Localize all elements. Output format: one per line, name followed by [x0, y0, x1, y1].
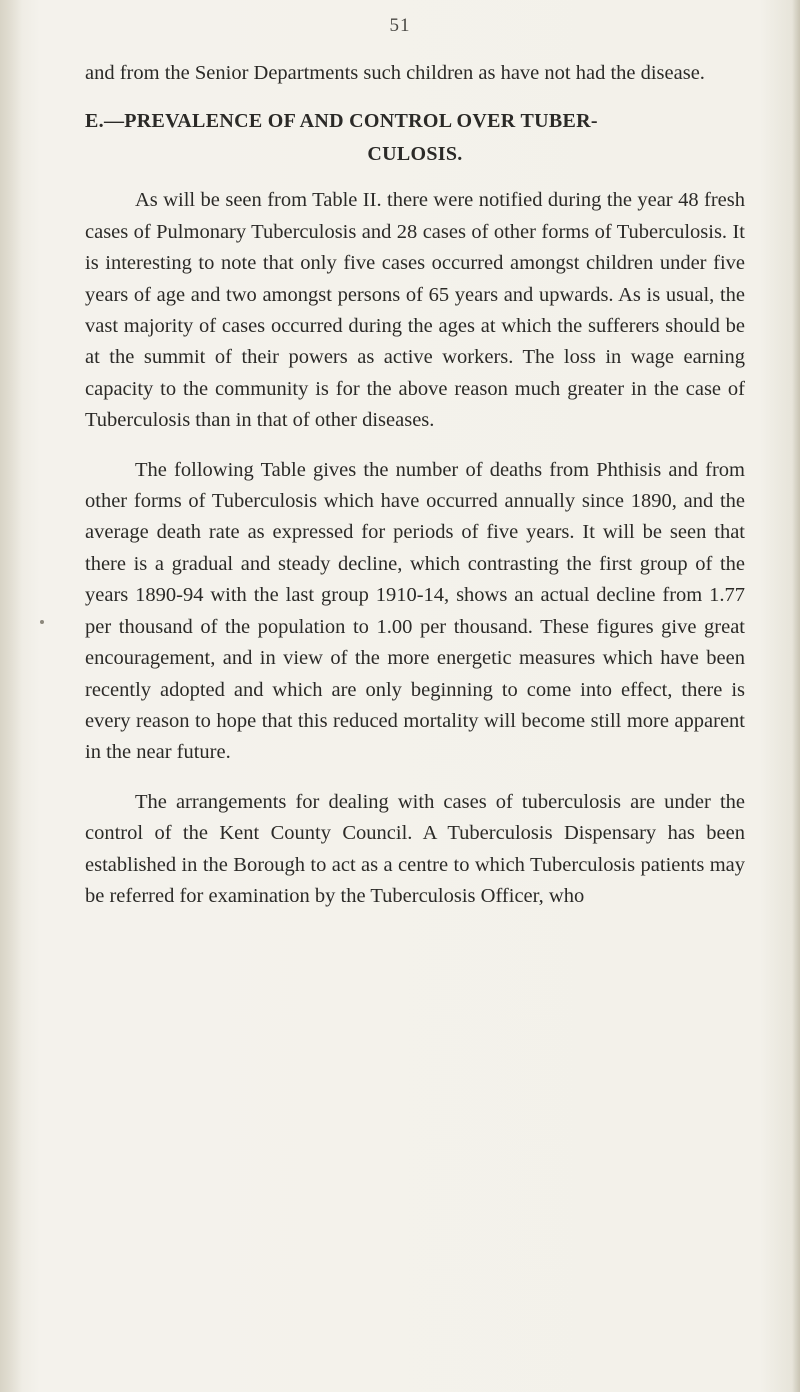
- page-body: [85, 58, 745, 912]
- paragraph-arrangements: The arrangements for dealing with cases of tuberculosis are under the control of the Kent County Council. A Tuberculosis Dispensary has been established in the Borough to act as a centre to which Tuberculosis patients may be referred for examination by the Tuberculosis Officer, who: [85, 790, 745, 907]
- paragraph-death-rates: The following Table gives the number of deaths from Phthisis and from other forms of Tuberculosis which have occurred annually since 1890, and the average death rate as expressed for periods of five years. It will be seen that there is a gradual and steady decline, which contrasting the first group of the years 1890-94 with the last group 1910-14, shows an actual decline from 1.77 per thousand of the population to 1.00 per thousand. These figures give great encouragement, and in view of the more energetic measures which have been recently adopted and which are only beginning to come into effect, there is every reason to hope that this reduced mortality will become still more apparent in the near future.: [85, 458, 745, 764]
- paragraph-notifications: As will be seen from Table II. there were notified during the year 48 fresh cases of Pulmonary Tuberculosis and 28 cases of other forms of Tuberculosis. It is interesting to note that only five cases occurred amongst children under five years of age and two amongst persons of 65 years and upwards. As is usual, the vast majority of cases occurred during the ages at which the sufferers should be at the summit of their powers as active workers. The loss in wage earning capacity to the community is for the above reason much greater in the case of Tuberculosis than in that of other diseases.: [85, 189, 745, 432]
- page-edge-shadow: [792, 0, 800, 1392]
- intro-paragraph: and from the Senior Departments such children as have not had the disease.: [85, 62, 705, 84]
- section-heading-line-1: E.—PREVALENCE OF AND CONTROL OVER TUBER-: [85, 110, 598, 133]
- section-heading-line-2: CULOSIS.: [367, 143, 463, 166]
- section-heading: [85, 105, 745, 171]
- page-number: 51: [389, 15, 411, 36]
- paper-speck: [40, 620, 44, 624]
- page-gutter-shadow: [0, 0, 22, 1392]
